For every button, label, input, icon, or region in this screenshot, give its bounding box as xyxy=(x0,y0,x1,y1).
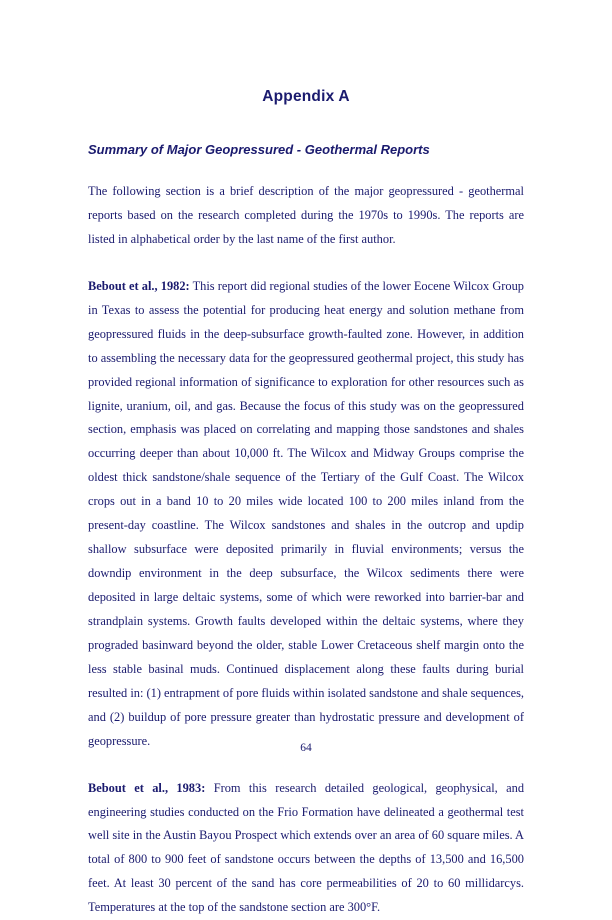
paragraph-bebout-1983 xyxy=(88,754,524,920)
page-number: 64 xyxy=(300,742,312,754)
paragraph-text: The following section is a brief description of the major geopressured - geothermal reports based on the research completed during the 1970s to 1990s. The reports are listed in alphabetical order by the last name of the first author. xyxy=(88,184,524,246)
paragraph-lead: Bebout et al., 1983: xyxy=(88,780,206,795)
paragraph-lead: Bebout et al., 1982: xyxy=(88,278,190,293)
paragraph-bebout-1982 xyxy=(88,252,524,754)
paragraph-text: From this research detailed geological, geophysical, and engineering studies conducted on the Frio Formation have delineated a geothermal test well site in the Austin Bayou Prospect which extends over an area of 60 square miles. A total of 800 to 900 feet of sandstone occurs between the depths of 13,500 and 16,500 feet. At least 30 percent of the sand has core permeabilities of 20 to 60 millidarcys. Temperatures at the top of the sandstone section are 300°F. xyxy=(88,780,525,915)
paragraph-intro xyxy=(88,157,524,252)
page-title: Appendix A xyxy=(262,88,350,105)
section-subtitle: Summary of Major Geopressured - Geothermal Reports xyxy=(88,142,430,157)
paragraph-text: This report did regional studies of the lower Eocene Wilcox Group in Texas to assess the potential for producing heat energy and solution methane from geopressured fluids in the deep-subsurface growth-faulted zone. However, in addition to assembling the necessary data for the geopressured geothermal project, this study has provided regional information of significance to exploration for other resources such as lignite, uranium, oil, and gas. Because the focus of this study was on the geopressured section, emphasis was placed on correlating and mapping those sandstones and shales occurring deeper than about 10,000 ft. The Wilcox and Midway Groups comprise the oldest thick sandstone/shale sequence of the Tertiary of the Gulf Coast. The Wilcox crops out in a band 10 to 20 miles wide located 100 to 200 miles inland from the present-day coastline. The Wilcox sandstones and shales in the outcrop and updip shallow subsurface were deposited primarily in fluvial environments; versus the downdip environment in the deep subsurface, the Wilcox sediments there were deposited in large deltaic systems, some of which were reworked into barrier-bar and strandplain systems. Growth faults developed within the deltaic systems, where they prograded basinward beyond the older, stable Lower Cretaceous shelf margin onto the less stable basinal muds. Continued displacement along these faults during burial resulted in: (1) entrapment of pore fluids within isolated sandstone and shale sequences, and (2) buildup of pore pressure greater than hydrostatic pressure and development of geopressure. xyxy=(88,278,525,748)
